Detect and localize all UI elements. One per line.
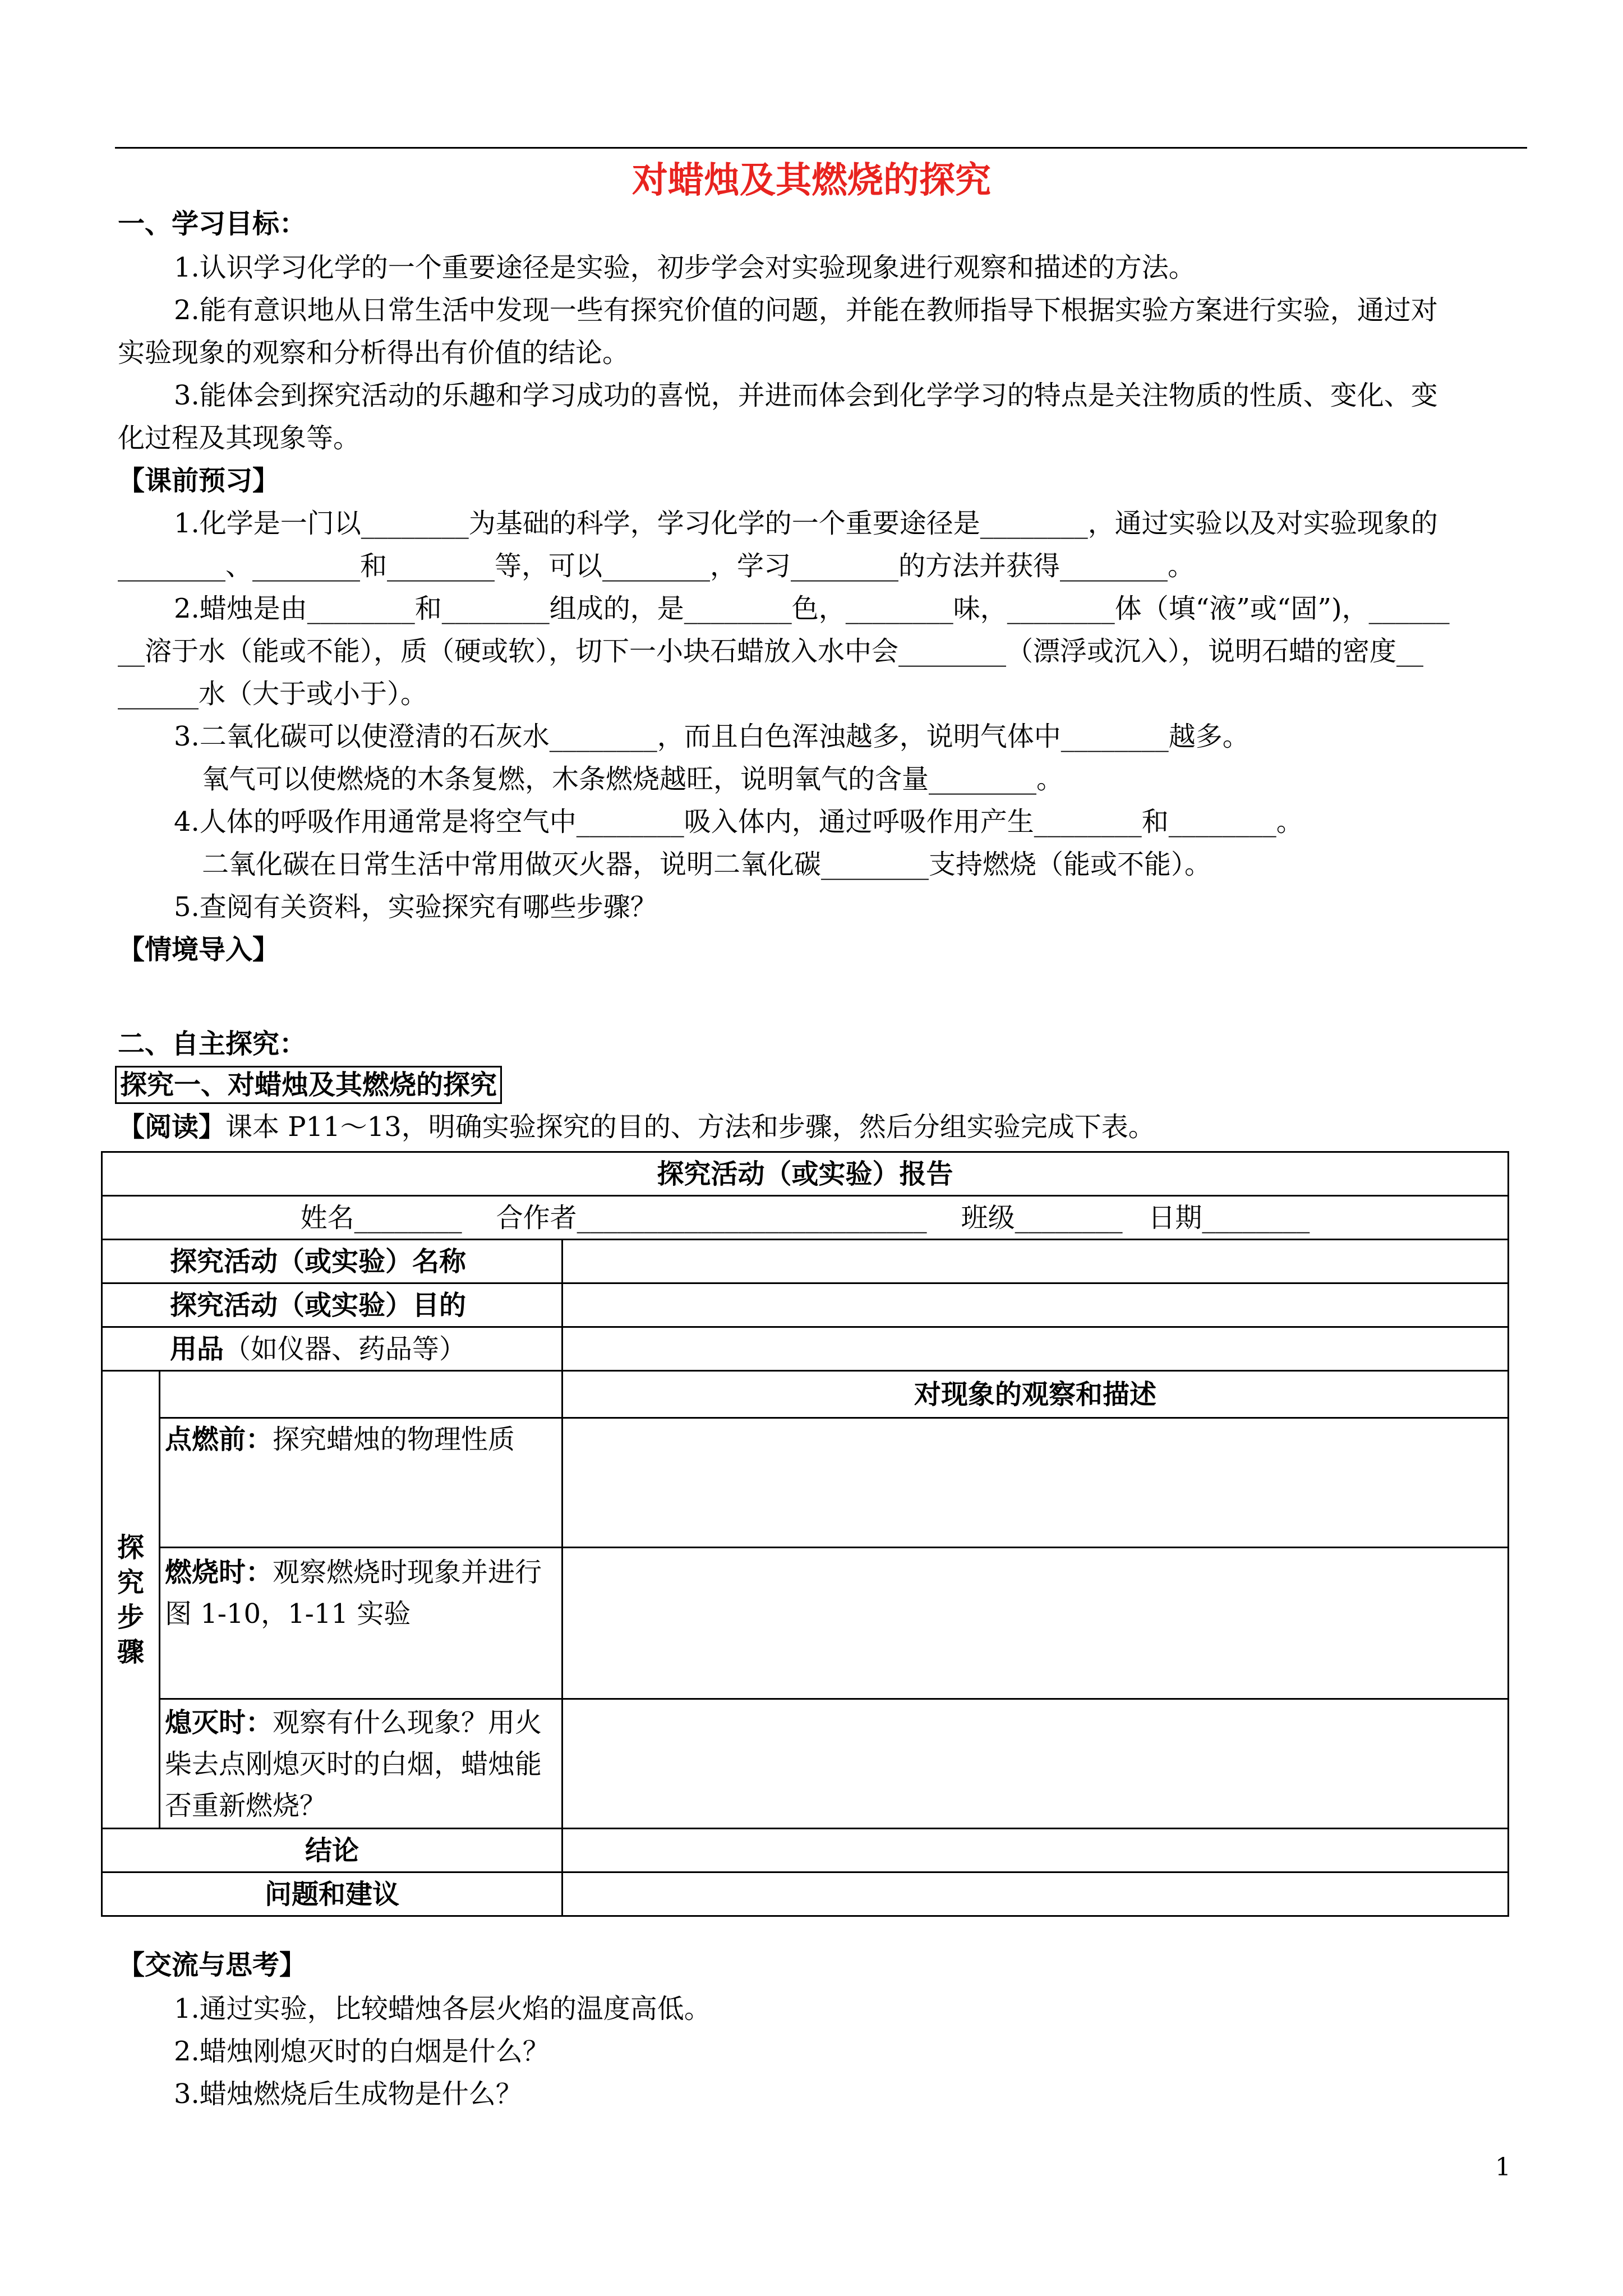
step-while-burning — [160, 1548, 562, 1699]
supplies-rest: （如仪器、药品等） — [224, 1333, 467, 1365]
supplies-bold: 用品 — [170, 1333, 224, 1365]
report-title: 探究活动（或实验）报告 — [102, 1152, 1509, 1196]
inquiry1-title: 探究一、对蜡烛及其燃烧的探究 — [115, 1066, 502, 1104]
report-name-field[interactable] — [562, 1240, 1509, 1283]
step-extinguished — [160, 1699, 562, 1829]
report-blank-header — [160, 1371, 562, 1418]
goal-2: 2.能有意识地从日常生活中发现一些有探究价值的问题，并能在教师指导下根据实验方案进行实验，通过对 — [174, 295, 1438, 326]
report-name-label: 探究活动（或实验）名称 — [102, 1240, 562, 1283]
step1-observation-field[interactable] — [562, 1418, 1509, 1548]
steps-char-1: 探 — [117, 1531, 144, 1563]
step3-rest: 观察有什么现象？用火柴去点刚熄灭时的白烟，蜡烛能否重新燃烧？ — [165, 1707, 542, 1821]
step1-rest: 探究蜡烛的物理性质 — [273, 1424, 515, 1455]
report-purpose-field[interactable] — [562, 1283, 1509, 1327]
reading-text: 课本 P11～13，明确实验探究的目的、方法和步骤，然后分组实验完成下表。 — [225, 1111, 1155, 1143]
preview-4: 4.人体的呼吸作用通常是将空气中________吸入体内，通过呼吸作用产生________和________。 — [174, 806, 1303, 838]
preview-3b: 氧气可以使燃烧的木条复燃，木条燃烧越旺，说明氧气的含量________。 — [202, 763, 1064, 795]
step1-bold: 点燃前： — [165, 1424, 273, 1455]
goal-3-cont: 化过程及其现象等。 — [118, 422, 361, 454]
report-observe-header: 对现象的观察和描述 — [562, 1371, 1509, 1418]
preview-4b: 二氧化碳在日常生活中常用做灭火器，说明二氧化碳________支持燃烧（能或不能）。 — [202, 849, 1212, 880]
reading-label: 【阅读】 — [118, 1111, 226, 1143]
page-number: 1 — [1495, 2153, 1511, 2182]
report-conclusion-label: 结论 — [102, 1829, 562, 1872]
report-supplies-field[interactable] — [562, 1327, 1509, 1371]
goal-1: 1.认识学习化学的一个重要途径是实验，初步学会对实验现象进行观察和描述的方法。 — [174, 252, 1196, 283]
report-conclusion-field[interactable] — [562, 1829, 1509, 1872]
situation-heading: 【情境导入】 — [118, 934, 280, 965]
preview-2-cont: __溶于水（能或不能），质（硬或软），切下一小块石蜡放入水中会________（漂浮或沉入），说明石蜡的密度__ — [118, 636, 1424, 667]
steps-char-3: 步 — [117, 1601, 144, 1633]
preview-2-cont2: ______水（大于或小于）。 — [118, 678, 428, 710]
preview-3: 3.二氧化碳可以使澄清的石灰水________，而且白色浑浊越多，说明气体中________越多。 — [174, 721, 1249, 752]
report-purpose-label: 探究活动（或实验）目的 — [102, 1283, 562, 1327]
preview-heading: 【课前预习】 — [118, 465, 280, 496]
preview-1-cont: ________、________和________等，可以________，学习________的方法并获得________。 — [118, 550, 1195, 582]
report-suggestion-field[interactable] — [562, 1872, 1509, 1916]
step2-bold: 燃烧时： — [165, 1557, 273, 1588]
exchange-3: 3.蜡烛燃烧后生成物是什么？ — [174, 2078, 523, 2110]
report-info-line[interactable]: 姓名________ 合作者__________________________ 班级________ 日期________ — [102, 1196, 1509, 1240]
preview-5: 5.查阅有关资料，实验探究有哪些步骤？ — [174, 891, 657, 923]
exchange-1: 1.通过实验，比较蜡烛各层火焰的温度高低。 — [174, 1993, 711, 2024]
inquiry-heading: 二、自主探究： — [118, 1028, 307, 1060]
report-table — [101, 1151, 1509, 1917]
step2-rest: 观察燃烧时现象并进行图 1-10，1-11 实验 — [165, 1557, 542, 1630]
report-steps-label — [102, 1371, 160, 1829]
preview-1: 1.化学是一门以________为基础的科学，学习化学的一个重要途径是________，通过实验以及对实验现象的 — [174, 508, 1438, 539]
goal-3: 3.能体会到探究活动的乐趣和学习成功的喜悦，并进而体会到化学学习的特点是关注物质的性质、变化、变 — [174, 380, 1438, 411]
preview-2: 2.蜡烛是由________和________组成的，是________色，________味，________体（填“液”或“固”)，______ — [174, 593, 1450, 624]
step-before-ignition — [160, 1418, 562, 1548]
exchange-2: 2.蜡烛刚熄灭时的白烟是什么？ — [174, 2036, 550, 2067]
step3-bold: 熄灭时： — [165, 1707, 273, 1738]
steps-char-4: 骤 — [117, 1636, 144, 1668]
step2-observation-field[interactable] — [562, 1548, 1509, 1699]
goal-2-cont: 实验现象的观察和分析得出有价值的结论。 — [118, 337, 630, 369]
goals-heading: 一、学习目标： — [118, 208, 307, 240]
header-rule — [115, 147, 1527, 149]
page-title: 对蜡烛及其燃烧的探究 — [632, 159, 991, 201]
reading-line — [118, 1110, 1155, 1144]
report-supplies-label — [102, 1327, 562, 1371]
exchange-heading: 【交流与思考】 — [118, 1949, 307, 1981]
step3-observation-field[interactable] — [562, 1699, 1509, 1829]
steps-char-2: 究 — [117, 1566, 144, 1598]
report-suggestion-label: 问题和建议 — [102, 1872, 562, 1916]
